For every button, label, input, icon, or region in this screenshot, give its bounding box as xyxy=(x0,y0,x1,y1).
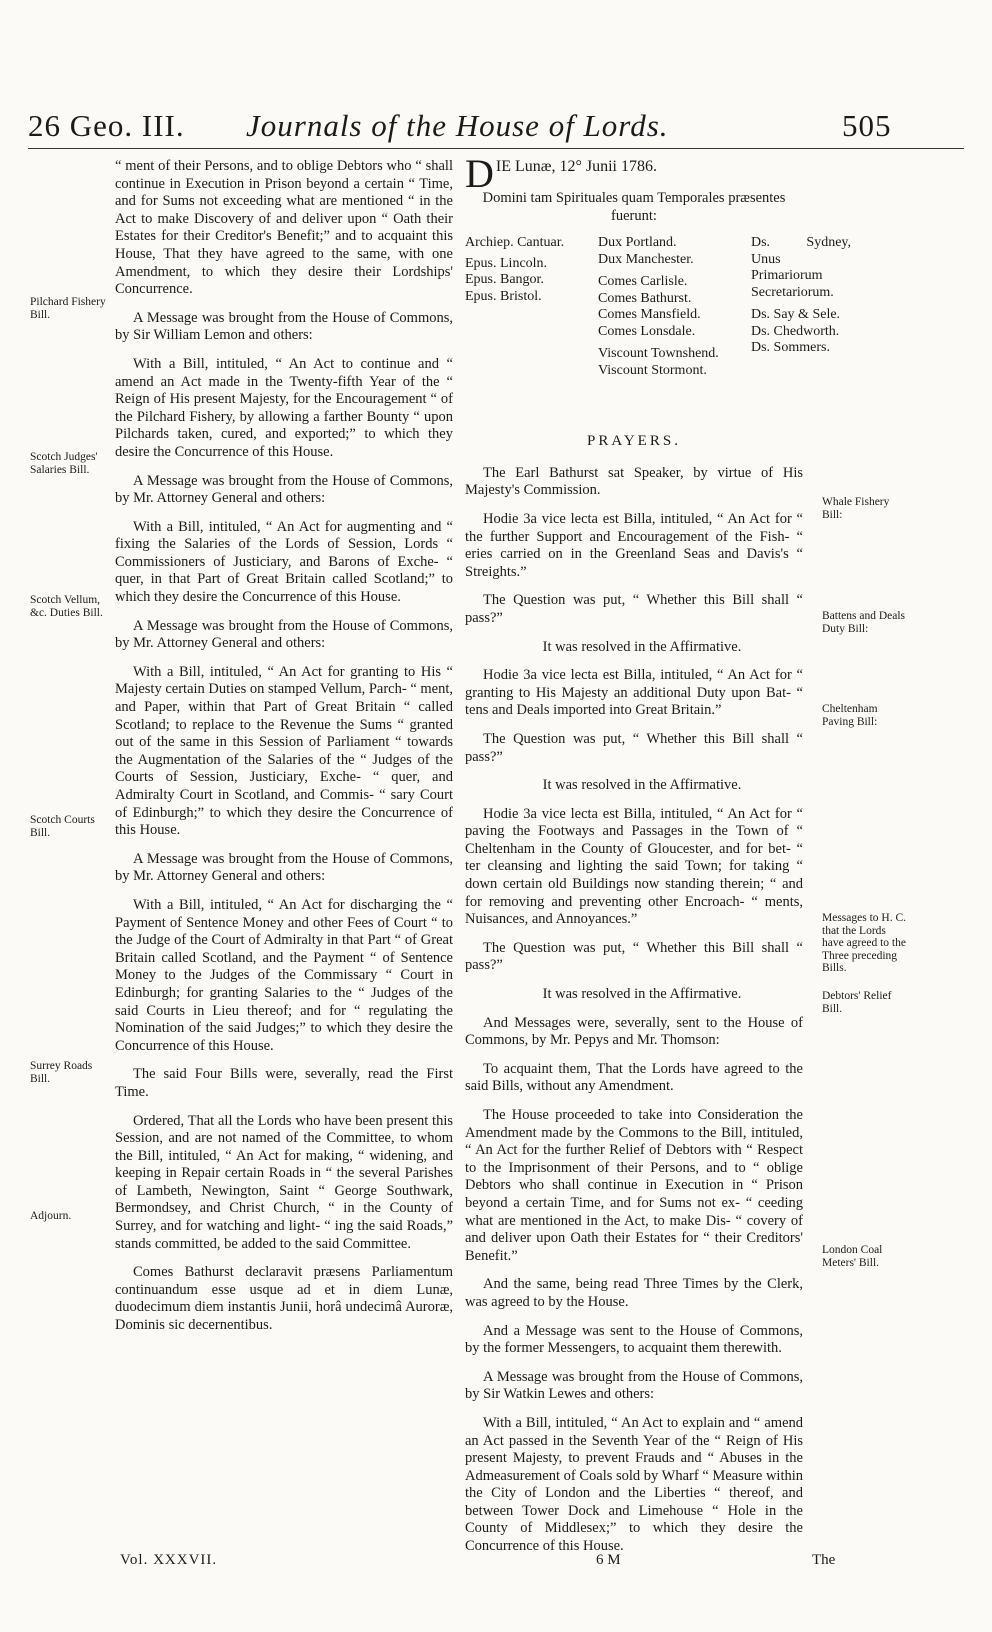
lords-spiritual xyxy=(465,235,595,305)
battens-bill: Hodie 3a vice lecta est Billa, intituled, “ An Act for “ granting to His Majesty an additional Duty upon Bat- “ tens and Deals imported into Great Britain.” xyxy=(465,667,803,719)
lord-entry: Ds. Sommers. xyxy=(751,340,830,356)
speaker-line: The Earl Bathurst sat Speaker, by virtue of His Majesty's Commission. xyxy=(465,464,803,499)
lord-entry: Viscount Townshend. xyxy=(598,346,719,362)
message-sent-line: And a Message was sent to the House of Commons, by the former Messengers, to acquaint them therewith. xyxy=(465,1322,803,1357)
header-rule xyxy=(28,148,964,149)
margin-note-debtors: Debtors' Relief Bill. xyxy=(822,990,892,1015)
coal-bill: With a Bill, intituled, “ An Act to explain and “ amend an Act passed in the Seventh Year of the “ Reign of His present Majesty, to prevent Frauds and “ Abuses in the Admeasurement of Coals sold by Wharf “ Measure within the City of London and the Liberties “ thereof, and between Tower Dock and Limehouse “ Hole in the County of Middlesex;” to which they desire the Concurrence of this House. xyxy=(465,1414,803,1555)
lord-entry: Dux Portland. xyxy=(598,235,677,251)
courts-message: A Message was brought from the House of Commons, by Mr. Attorney General and others: xyxy=(115,850,453,885)
present-line: Domini tam Spirituales quam Temporales præsentes fuerunt: xyxy=(482,190,786,224)
lord-entry: Epus. Bangor. xyxy=(465,272,544,288)
margin-note-courts: Scotch Courts Bill. xyxy=(30,814,95,839)
lord-entry: Epus. Bristol. xyxy=(465,288,542,304)
lord-entry: Comes Mansfield. xyxy=(598,307,701,323)
resolved-1: It was resolved in the Affirmative. xyxy=(542,638,742,655)
margin-note-adjourn: Adjourn. xyxy=(30,1210,72,1222)
courts-bill: With a Bill, intituled, “ An Act for discharging the “ Payment of Sentence Money and other Fees of Court “ to the Judge of the Court of Admiralty in that Part “ of Great Britain called Scotland, and the Payment “ of Sentence Money to the Judges of the Commissary “ Court in Edinburgh; for granting Salaries to the “ Judges of the said Courts in Lieu thereof; and for “ regulating the Nomination of the said Judges;” to which they desire the Concurrence of this House. xyxy=(115,896,453,1054)
page-header xyxy=(0,108,992,158)
page-number: 505 xyxy=(842,108,892,143)
margin-note-pilchard: Pilchard Fishery Bill. xyxy=(30,296,106,321)
lords-present-list xyxy=(465,235,851,415)
pilchard-bill: With a Bill, intituled, “ An Act to continue and “ amend an Act made in the Twenty-fifth Year of the “ Reign of His present Majesty, for the Encouragement “ of the Pilchard Fishery, by allowing a farther Bounty “ upon Pilchards taken, cured, and exported;” to which they desire the Concurrence of this House. xyxy=(115,355,453,460)
four-bills-read: The said Four Bills were, severally, read the First Time. xyxy=(115,1066,453,1100)
lords-temporal xyxy=(598,235,753,379)
vellum-message: A Message was brought from the House of Commons, by Mr. Attorney General and others: xyxy=(115,617,453,652)
coal-message: A Message was brought from the House of Commons, by Sir Watkin Lewes and others: xyxy=(465,1368,803,1403)
lord-entry: Comes Bathurst. xyxy=(598,290,692,306)
lord-entry: Comes Lonsdale. xyxy=(598,323,696,339)
margin-note-vellum: Scotch Vellum, &c. Duties Bill. xyxy=(30,594,103,619)
left-column xyxy=(115,158,453,1346)
cheltenham-bill: Hodie 3a vice lecta est Billa, intituled, “ An Act for “ paving the Footways and Passages in the Town of “ Cheltenham in the County of Gloucester, and for bet- “ ter cleansing and lighting the said Town; for taking “ down certain old Buildings now standing therein; “ and for removing and preventing other Encroach- “ ments, Nuisances, and Annoyances.” xyxy=(465,805,803,928)
catchword: The xyxy=(812,1552,836,1568)
debtors-consideration: The House proceeded to take into Consideration the Amendment made by the Commons to the Bill, intituled, “ An Act for the further Relief of Debtors with “ Respect to the Imprisonment of their Persons, and to “ oblige Debtors who shall continue in Execution in “ Prison beyond a certain Time, and for Sums not ex- “ ceeding what are mentioned in the Act, to make Dis- “ covery of and deliver upon Oath their Estates for “ their Creditors' Benefit.” xyxy=(465,1107,803,1264)
whale-bill: Hodie 3a vice lecta est Billa, intituled, “ An Act for “ the further Support and Encouragement of the Fish- “ eries carried on in the Greenland Seas and Davis's “ Streights.” xyxy=(465,510,803,580)
resolved-2: It was resolved in the Affirmative. xyxy=(542,777,742,794)
margin-note-whale: Whale Fishery Bill: xyxy=(822,496,890,521)
question-1: The Question was put, “ Whether this Bill shall “ pass?” xyxy=(465,592,803,626)
margin-note-cheltenham: Cheltenham Paving Bill: xyxy=(822,703,878,728)
lord-entry: Epus. Lincoln. xyxy=(465,255,548,271)
sitting-date xyxy=(465,151,803,196)
margin-note-messages: Messages to H. C. that the Lords have agreed to the Three preceding Bills. xyxy=(822,912,907,975)
question-2: The Question was put, “ Whether this Bill shall “ pass?” xyxy=(465,730,803,765)
same-read-line: And the same, being read Three Times by the Clerk, was agreed to by the House. xyxy=(465,1276,803,1310)
prayers-heading: PRAYERS. xyxy=(587,433,681,450)
lord-entry: Dux Manchester. xyxy=(598,251,694,267)
running-title: Journals of the House of Lords. xyxy=(246,108,669,143)
lord-entry: Viscount Stormont. xyxy=(598,362,707,378)
margin-note-surrey: Surrey Roads Bill. xyxy=(30,1060,93,1085)
judges-message: A Message was brought from the House of Commons, by Mr. Attorney General and others: xyxy=(115,472,453,507)
lord-entry: Archiep. Cantuar. xyxy=(465,235,565,251)
surrey-order: Ordered, That all the Lords who have been present this Session, and are not named of the Committee, to whom the Bill, intituled, “ An Act for making, “ widening, and keeping in Repair certain Roads in “ the several Parishes of Lambeth, Newington, Saint “ George Southwark, Bermondsey, and Christ Church, “ in the County of Surrey, and for watching and light- “ ing the said Roads,” stands committed, be added to the said Committee. xyxy=(115,1112,453,1252)
adjourn-text: Comes Bathurst declaravit præsens Parliamentum continuandum esse usque ad et in diem Lunæ, duodecimum diem instantis Junii, horâ undecimâ Auroræ, Dominis sic decernentibus. xyxy=(115,1264,453,1334)
margin-note-battens: Battens and Deals Duty Bill: xyxy=(822,610,906,635)
margin-note-coal: London Coal Meters' Bill. xyxy=(822,1244,883,1269)
margin-note-judges: Scotch Judges' Salaries Bill. xyxy=(30,451,98,476)
messages-sent: And Messages were, severally, sent to the House of Commons, by Mr. Pepys and Mr. Thomson: xyxy=(465,1014,803,1049)
volume-number: Vol. XXXVII. xyxy=(120,1552,218,1568)
vellum-bill: With a Bill, intituled, “ An Act for granting to His “ Majesty certain Duties on stamped Vellum, Parch- “ ment, and Paper, within that Part of Great Britain “ called Scotland; to replace to the Revenue the Sums “ granted out of the same in this Session of Parliament “ towards the Augmentation of the Salaries of the “ Judges of the Courts of Session, Justiciary, Exche- “ quer, and Admiralty Court in Scotland, and Commis- “ sary Court of Edinburgh;” to which they desire the Concurrence of this House. xyxy=(115,663,453,839)
dropcap: D xyxy=(465,151,494,196)
lord-entry: Ds. Sydney, Unus Primariorum Secretariorum. xyxy=(751,235,851,300)
lord-entry: Comes Carlisle. xyxy=(598,274,688,290)
lords-barons xyxy=(751,235,851,357)
lord-entry: Ds. Say & Sele. xyxy=(751,307,841,323)
resolved-3: It was resolved in the Affirmative. xyxy=(542,986,742,1003)
lord-entry: Ds. Chedworth. xyxy=(751,323,840,339)
regnal-year: 26 Geo. III. xyxy=(28,108,185,143)
signature-mark: 6 M xyxy=(596,1552,621,1568)
question-3: The Question was put, “ Whether this Bill shall “ pass?” xyxy=(465,939,803,974)
continuation-paragraph: “ ment of their Persons, and to oblige Debtors who “ shall continue in Execution in Prison beyond a certain “ Time, and for Sums not exceeding what are mentioned “ in the Act to make Discovery of and deliver upon “ Oath their Estates for their Creditor's Benefit;” and to acquaint this House, That they have agreed to the same, with one Amendment, to which they desire their Lordships' Concurrence. xyxy=(115,158,453,298)
acquaint-line: To acquaint them, That the Lords have agreed to the said Bills, without any Amendment. xyxy=(465,1060,803,1095)
pilchard-message: A Message was brought from the House of Commons, by Sir William Lemon and others: xyxy=(115,309,453,344)
judges-bill: With a Bill, intituled, “ An Act for augmenting and “ fixing the Salaries of the Lords of Session, Lords “ Commissioners of Justiciary, and Barons of Exche- “ quer, in that Part of Great Britain called Scotland;” to which they desire the Concurrence of this House. xyxy=(115,518,453,606)
date-text: IE Lunæ, 12° Junii 1786. xyxy=(495,158,657,175)
